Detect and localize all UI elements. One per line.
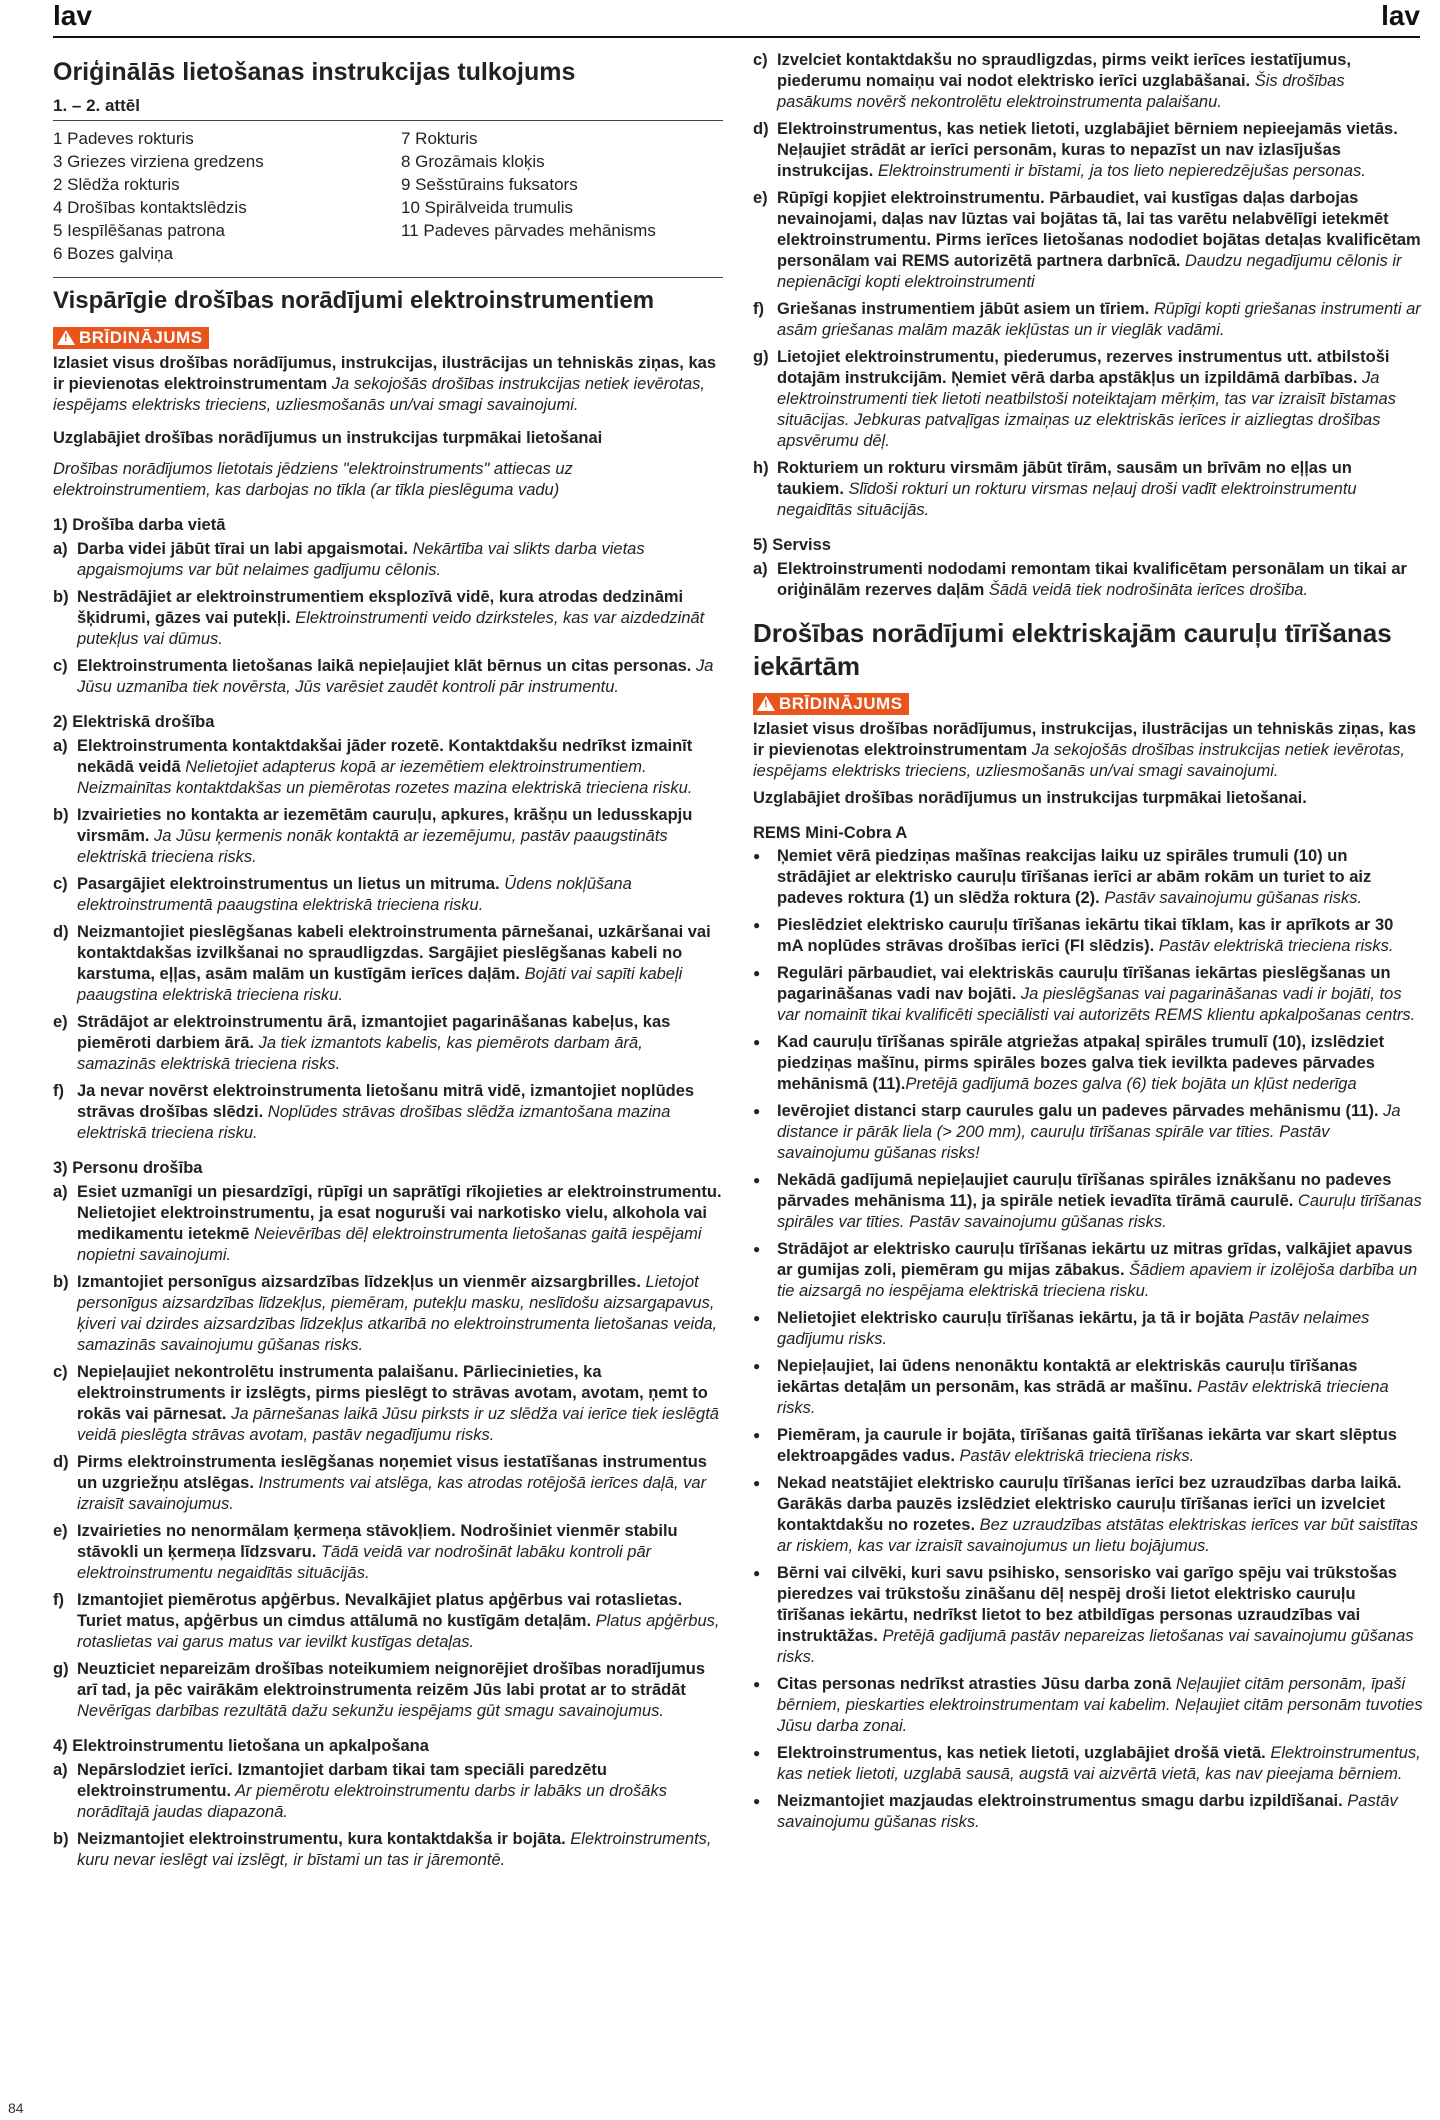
bullet-text — [777, 1743, 1423, 1785]
bullet-icon: ● — [753, 1566, 761, 1580]
bullet-italic: Pastāv elektriskā trieciena risks. — [954, 1447, 1195, 1465]
bullet-italic: Pretējā gadījumā bozes galva (6) tiek bojāta un kļūst nederīga — [905, 1075, 1357, 1093]
item-bold: Elektroinstrumenti nododami remontam tikai kvalificētam personālam un tikai ar oriģinālām rezerves daļām — [777, 560, 1407, 599]
bullet-bold: Piemēram, ja caurule ir bojāta, tīrīšanas gaitā tīrīšanas iekārta var skart slēptus elektroapgādes vadus. — [777, 1426, 1397, 1465]
item-text — [777, 347, 1423, 452]
parts-col-2 — [401, 127, 723, 265]
item-italic: Nekārtība vai slikts darba vietas apgaismojums var būt nelaimes gadījumu cēlonis. — [77, 540, 645, 579]
header-left-lang: lav — [53, 0, 92, 31]
bullet-bold: Nepieļaujiet, lai ūdens nenonāktu kontaktā ar elektriskās cauruļu tīrīšanas iekārtas detaļām un personām, kas strādā ar mašīnu. — [777, 1357, 1358, 1396]
bullet-icon: ● — [753, 1476, 761, 1490]
section-title: 3) Personu drošība — [53, 1159, 203, 1177]
item-text — [77, 1182, 723, 1266]
bullet-italic: Neļaujiet citām personām, īpaši bērniem, pieskarties elektroinstrumentam vai kabelim. Neļaujiet citām personām tuvoties Jūsu darba zonai. — [777, 1675, 1423, 1735]
warning-badge — [753, 693, 909, 715]
instruction-item — [53, 736, 723, 799]
instruction-item — [53, 1272, 723, 1356]
item-label: b) — [53, 1273, 69, 1291]
bullet-bold: Ievērojiet distanci starp caurules galu un padeves pārvades mehānismu (11). — [777, 1102, 1379, 1120]
instruction-item — [53, 874, 723, 916]
item-bold: Neuzticiet nepareizām drošības noteikumiem neignorējiet drošības noradījumus arī tad, ja pēc vairākām elektroinstrumenta reizēm Jūs labi protat ar to strādāt — [77, 1660, 706, 1699]
bullet-item — [753, 915, 1423, 957]
header-right-lang: lav — [1381, 0, 1420, 31]
item-italic: Elektroinstrumenti veido dzirksteles, kas var aizdedzināt putekļus vai dūmus. — [77, 609, 705, 648]
instruction-item — [53, 805, 723, 868]
intro-bold: Izlasiet visus drošības norādījumus, instrukcijas, ilustrācijas un tehniskās ziņas, kas ir pievienotas elektroinstrumentam — [753, 720, 1417, 759]
bullet-icon: ● — [753, 1104, 761, 1118]
item-bold: Neizmantojiet elektroinstrumentu, kura kontaktdakša ir bojāta. — [77, 1830, 566, 1848]
instruction-item — [53, 1012, 723, 1075]
bullet-italic: Pastāv elektriskā trieciena risks. — [1154, 937, 1394, 955]
bullet-icon: ● — [753, 918, 761, 932]
part-item: 1 Padeves rokturis — [53, 129, 194, 148]
instruction-item — [53, 1659, 723, 1722]
item-text — [77, 922, 723, 1006]
item-label: g) — [753, 348, 769, 366]
service-items — [753, 559, 1423, 601]
bullet-bold: Neizmantojiet mazjaudas elektroinstrumentus smagu darbu izpildīšanai. — [777, 1792, 1343, 1810]
bullet-bold: Ņemiet vērā piedziņas mašīnas reakcijas laiku uz spirāles trumuli (10) un strādājiet ar elektrisko cauruļu tīrīšanas ierīci ar abām rokām un turiet to aiz padeves roktura (1) un slēdža roktura (2). — [777, 847, 1372, 907]
item-bold: Pirms elektroinstrumenta ieslēgšanas noņemiet visus iestatīšanas instrumentus un uzgriežņu atslēgas. — [77, 1453, 707, 1492]
bullet-italic: Pastāv savainojumu gūšanas risks. — [1099, 889, 1363, 907]
part-item: 8 Grozāmais kloķis — [401, 152, 545, 171]
bullet-bold: Nekad neatstājiet elektrisko cauruļu tīrīšanas ierīci bez uzraudzības darba laikā. Garākās darba pauzēs izslēdziet elektrisko cauruļu tīrīšanas ierīci un izvelciet kontaktdakšu no rozetes. — [777, 1474, 1402, 1534]
item-text — [777, 119, 1423, 182]
item-bold: Rokturiem un rokturu virsmām jābūt tīrām, sausām un brīvām no eļļas un taukiem. — [777, 459, 1352, 498]
item-label: g) — [53, 1660, 69, 1678]
bullet-item — [753, 1032, 1423, 1095]
instruction-item — [53, 539, 723, 581]
instruction-item — [53, 587, 723, 650]
bullet-icon: ● — [753, 849, 761, 863]
page-number: 84 — [8, 2100, 24, 2116]
bullet-item — [753, 1308, 1423, 1350]
item-italic: Neievērības dēļ elektroinstrumenta lietošanas gaitā iespējami nopietni savainojumi. — [77, 1225, 702, 1264]
bullet-text — [777, 1101, 1423, 1164]
item-text — [77, 1590, 723, 1653]
item-label: f) — [753, 300, 764, 318]
instruction-item — [53, 1760, 723, 1823]
item-bold: Lietojiet elektroinstrumentu, piederumus, rezerves instrumentus utt. atbilstoši dotajām instrukcijām. Ņemiet vērā darba apstākļus un izpildāmā darbības. — [777, 348, 1390, 387]
bullet-italic: Elektroinstrumentus, kas netiek lietoti, uzglabā sausā, augstā vai aizvērtā vietā, kas nav pieejama bērniem. — [777, 1744, 1421, 1783]
instruction-item — [753, 458, 1423, 521]
item-text — [77, 539, 723, 581]
bullet-icon: ● — [753, 1035, 761, 1049]
item-label: c) — [53, 875, 68, 893]
instruction-item — [753, 50, 1423, 113]
item-text — [777, 188, 1423, 293]
item-label: d) — [753, 120, 769, 138]
section-title: 4) Elektroinstrumentu lietošana un apkalpošana — [53, 1737, 429, 1755]
item-bold: Neizmantojiet pieslēgšanas kabeli elektroinstrumenta pārnešanai, uzkāršanai vai kontaktdakšas izvilkšanai no spraudligzdas. Sargājiet pieslēgšanas kabeli no karstuma, eļļas, asām malām un kustīgām ierīces daļām. — [77, 923, 711, 983]
bullet-bold: Nekādā gadījumā nepieļaujiet cauruļu tīrīšanas spirāles iznākšanu no padeves pārvades mehānisma 11), ja spirāle netiek ievadīta tīrāmā caurulē. — [777, 1171, 1392, 1210]
bullet-italic: Bez uzraudzības atstātas elektriskas ierīces var būt saistītas ar riskiem, kas var izraisīt savainojumus un lietu bojājumus. — [777, 1516, 1419, 1555]
item-label: f) — [53, 1591, 64, 1609]
intro-bold: Izlasiet visus drošības norādījumus, instrukcijas, ilustrācijas un tehniskās ziņas, kas ir pievienotas elektroinstrumentam — [53, 354, 717, 393]
bullet-italic: Pretējā gadījumā pastāv nepareizas lietošanas vai savainojumu gūšanas risks. — [777, 1627, 1414, 1666]
item-text — [777, 458, 1423, 521]
warning-label: BRĪDINĀJUMS — [79, 328, 203, 347]
item-italic: Daudzu negadījumu cēlonis ir nepienācīgi kopti elektroinstrumenti — [777, 252, 1402, 291]
item-italic: Ar piemērotu elektroinstrumentu darbs ir labāks un drošāks norādītajā jaudas diapazonā. — [77, 1782, 667, 1821]
item-label: c) — [53, 1363, 68, 1381]
item-bold: Elektroinstrumentus, kas netiek lietoti, uzglabājiet bērniem nepieejamās vietās. Neļaujiet strādāt ar ierīci personām, kuras to nepazīst un nav izlasījušas instrukcijas. — [777, 120, 1398, 180]
bullet-bold: Pieslēdziet elektrisko cauruļu tīrīšanas iekārtu tikai tīklam, kas ir aprīkots ar 30 mA noplūdes strāvas drošības ierīci (FI slēdzis). — [777, 916, 1394, 955]
part-item: 4 Drošības kontaktslēdzis — [53, 198, 247, 217]
right-items-cont — [753, 50, 1423, 521]
figure-ref: 1. – 2. attēl — [53, 96, 140, 115]
bullet-italic: Cauruļu tīrīšanas spirāles var tīties. Pastāv savainojumu gūšanas risks. — [777, 1192, 1422, 1231]
bullet-text — [777, 1674, 1423, 1737]
bullet-bold: Kad cauruļu tīrīšanas spirāle atgriežas atpakaļ spirāles trumulī (10), izslēdziet piedziņas mašīnu, pirms spirāles bozes galva tiek ievilkta padeves pārvades mehānismā (11). — [777, 1033, 1385, 1093]
item-bold: Ja nevar novērst elektroinstrumenta lietošanu mitrā vidē, izmantojiet noplūdes strāvas drošības slēdzi. — [77, 1082, 695, 1121]
item-label: b) — [53, 806, 69, 824]
bullet-item — [753, 846, 1423, 909]
bullet-text — [777, 1032, 1423, 1095]
item-bold: Izvelciet kontaktdakšu no spraudligzdas, pirms veikt ierīces iestatījumus, piederumu nomaiņu vai nodot elektrisko ierīci uzglabāšanai. — [777, 51, 1352, 90]
item-bold: Griešanas instrumentiem jābūt asiem un tīriem. — [777, 300, 1150, 318]
item-text — [77, 1012, 723, 1075]
bullet-text — [777, 1791, 1423, 1833]
item-italic: Elektroinstruments, kuru nevar ieslēgt vai izslēgt, ir bīstami un tas ir jāremontē. — [77, 1830, 712, 1869]
bullet-italic: Pastāv savainojumu gūšanas risks. — [777, 1792, 1398, 1831]
bullet-item — [753, 1743, 1423, 1785]
bullet-bold: Citas personas nedrīkst atrasties Jūsu darba zonā — [777, 1675, 1172, 1693]
bullet-icon: ● — [753, 1242, 761, 1256]
instruction-item — [53, 1590, 723, 1653]
bullet-item — [753, 1101, 1423, 1164]
item-italic: Ja pārnešanas laikā Jūsu pirksts ir uz slēdža vai ierīce tiek ieslēgtā veidā pieslēgta strāvas avotam, pastāv negadījumu risks. — [77, 1405, 719, 1444]
part-item: 3 Griezes virziena gredzens — [53, 152, 264, 171]
instruction-item — [753, 119, 1423, 182]
left-sections — [53, 515, 723, 1871]
bullet-item — [753, 1356, 1423, 1419]
part-item: 9 Sešstūrains fuksators — [401, 175, 578, 194]
bullet-bold: Elektroinstrumentus, kas netiek lietoti, uzglabājiet drošā vietā. — [777, 1744, 1266, 1762]
item-bold: Elektroinstrumenta lietošanas laikā nepieļaujiet klāt bērnus un citas personas. — [77, 657, 692, 675]
bullet-italic: Ja pieslēgšanas vai pagarināšanas vadi ir bojāti, tos var nomainīt tikai kvalificēti speciālisti vai autorizēts REMS klientu apkalpošanas centrs. — [777, 985, 1416, 1024]
part-item: 11 Padeves pārvades mehānisms — [401, 221, 656, 240]
bullet-bold: Regulāri pārbaudiet, vai elektriskās cauruļu tīrīšanas iekārtas pieslēgšanas un pagarināšanas vadi nav bojāti. — [777, 964, 1391, 1003]
item-label: a) — [53, 1761, 68, 1779]
part-item: 6 Bozes galviņa — [53, 244, 174, 263]
item-label: e) — [53, 1013, 68, 1031]
item-label: a) — [753, 560, 768, 578]
right-column — [753, 50, 1423, 1839]
instruction-item — [53, 1829, 723, 1871]
bullet-item — [753, 1563, 1423, 1668]
item-text — [77, 1521, 723, 1584]
divider — [53, 277, 723, 278]
intro-italic: Ja sekojošās drošības instrukcijas netiek ievērotas, iespējams elektrisks trieciens, uzliesmošanās un/vai smagi savainojumi. — [53, 375, 706, 414]
bullet-italic: Šādiem apaviem ir izolējoša darbība un tie aizsargā no iespējama elektriskā trieciena risku. — [777, 1261, 1418, 1300]
model-name: REMS Mini-Cobra A — [753, 824, 908, 842]
item-bold: Izmantojiet piemērotus apģērbus. Nevalkājiet platus apģērbus vai rotaslietas. Turiet matus, apģērbus un cimdus attālumā no kustīgām detaļām. — [77, 1591, 683, 1630]
item-italic: Ja Jūsu ķermenis nonāk kontaktā ar iezemējumu, pastāv paaugstināts elektriskā trieciena risks. — [77, 827, 668, 866]
bullet-item — [753, 963, 1423, 1026]
item-bold: Izvairieties no kontakta ar iezemētām cauruļu, apkures, krāšņu un ledusskapju virsmām. — [77, 806, 693, 845]
item-italic: Bojāti vai sapīti kabeļi paaugstina elektriskā trieciena risku. — [77, 965, 683, 1004]
item-text — [77, 1272, 723, 1356]
part-item: 5 Iespīlēšanas patrona — [53, 221, 226, 240]
bullet-bold: Bērni vai cilvēki, kuri savu psihisko, sensorisko vai garīgo spēju vai trūkstošas pieredzes vai trūkstošu zināšanu dēļ nespēj droši lietot elektrisko cauruļu tīrīšanas iekārtu, nedrīkst lietot to bez atbildīgas personas uzraudzības vai instruktāžas. — [777, 1564, 1397, 1645]
general-safety-title: Vispārīgie drošības norādījumi elektroinstrumentiem — [53, 287, 655, 314]
item-bold: Darba videi jābūt tīrai un labi apgaismotai. — [77, 540, 408, 558]
pipe-cleaner-title: Drošības norādījumi elektriskajām cauruļu tīrīšanas iekārtām — [753, 618, 1392, 681]
item-bold: Esiet uzmanīgi un piesardzīgi, rūpīgi un saprātīgi rīkojieties ar elektroinstrumentu. Nelietojiet elektroinstrumentu, ja esat noguruši vai narkotisko vielu, alkohola vai medikamentu ietekmē — [77, 1183, 722, 1243]
left-column — [53, 50, 723, 1877]
item-text — [77, 1452, 723, 1515]
item-italic: Lietojot personīgus aizsardzības līdzekļus, piemēram, putekļu masku, neslīdošu aizsargapavus, ķiveri vai dzirdes aizsardzības līdzekļus atkarībā no elektroinstrumenta lietošanas veida, samazinās savainojumu gūšanas risks. — [77, 1273, 718, 1354]
item-label: d) — [53, 923, 69, 941]
item-italic: Noplūdes strāvas drošības slēdža izmantošana mazina elektriskā trieciena risku. — [77, 1103, 671, 1142]
bullet-item — [753, 1791, 1423, 1833]
item-label: e) — [753, 189, 768, 207]
bullet-icon: ● — [753, 1677, 761, 1691]
item-label: d) — [53, 1453, 69, 1471]
part-item: 2 Slēdža rokturis — [53, 175, 180, 194]
item-italic: Rūpīgi kopti griešanas instrumenti ar asām griešanas malām mazāk iekļūstas un ir vieglāk vadāmi. — [777, 300, 1421, 339]
item-bold: Pasargājiet elektroinstrumentus un lietus un mitruma. — [77, 875, 500, 893]
bullet-icon: ● — [753, 1311, 761, 1325]
item-label: c) — [753, 51, 768, 69]
bullet-text — [777, 963, 1423, 1026]
item-label: a) — [53, 540, 68, 558]
bullet-text — [777, 1308, 1423, 1350]
instruction-item — [53, 1362, 723, 1446]
parts-col-1 — [53, 127, 401, 265]
bullet-icon: ● — [753, 1428, 761, 1442]
item-italic: Ūdens nokļūšana elektroinstrumentā paaugstina elektriskā trieciena risku. — [77, 875, 632, 914]
item-italic: Tādā veidā var nodrošināt labāku kontroli pār elektroinstrumentu negaidītās situācijās. — [77, 1543, 652, 1582]
item-label: b) — [53, 588, 69, 606]
item-italic: Elektroinstrumenti ir bīstami, ja tos lieto nepieredzējušas personas. — [873, 162, 1366, 180]
bullet-item — [753, 1239, 1423, 1302]
bullet-item — [753, 1473, 1423, 1557]
item-text — [77, 736, 723, 799]
section-items — [53, 539, 723, 698]
warning-label: BRĪDINĀJUMS — [779, 694, 903, 713]
bullet-list — [753, 846, 1423, 1833]
item-text — [777, 299, 1423, 341]
bullet-italic: Ja distance ir pārāk liela (> 200 mm), cauruļu tīrīšanas spirāle var tīties. Pastāv savainojumu gūšanas risks! — [777, 1102, 1401, 1162]
part-item: 7 Rokturis — [401, 129, 478, 148]
bullet-item — [753, 1425, 1423, 1467]
item-label: b) — [53, 1830, 69, 1848]
item-text — [77, 1081, 723, 1144]
item-italic: Ja tiek izmantots kabelis, kas piemērots darbam ārā, samazinās elektriskā trieciena risks. — [77, 1034, 643, 1073]
intro-italic: Ja sekojošās drošības instrukcijas netiek ievērotas, iespējams elektrisks trieciens, uzliesmošanās un/vai smagi savainojumi. — [753, 741, 1406, 780]
section-title: 2) Elektriskā drošība — [53, 713, 215, 731]
item-text — [777, 559, 1423, 601]
section-title: 1) Drošība darba vietā — [53, 516, 226, 534]
keep-instructions: Uzglabājiet drošības norādījumus un instrukcijas turpmākai lietošanai — [53, 429, 603, 447]
item-text — [77, 1659, 723, 1722]
item-bold: Izvairieties no nenormālam ķermeņa stāvokļiem. Nodrošiniet vienmēr stabilu stāvokli un ķermeņa līdzsvaru. — [77, 1522, 678, 1561]
item-label: h) — [753, 459, 769, 477]
section-items — [53, 736, 723, 1144]
keep-instructions: Uzglabājiet drošības norādījumus un instrukcijas turpmākai lietošanai. — [753, 789, 1307, 807]
instruction-item — [53, 1081, 723, 1144]
bullet-text — [777, 1239, 1423, 1302]
intro-paragraph — [53, 353, 723, 416]
bullet-text — [777, 1425, 1423, 1467]
item-italic: Ja elektroinstrumenti tiek lietoti neatbilstoši noteiktajam mērķim, tas var izraisīt bīstamas situācijas. Jebkuras patvaļīgas izmaiņas uz elektriskās ierīces ir aizliegtas drošības apsvērumu dēļ. — [777, 369, 1396, 450]
item-text — [777, 50, 1423, 113]
instruction-item — [753, 299, 1423, 341]
instruction-item — [753, 559, 1423, 601]
bullet-icon: ● — [753, 966, 761, 980]
bullet-icon: ● — [753, 1794, 761, 1808]
instruction-item — [753, 347, 1423, 452]
warning-icon: ! — [757, 696, 775, 711]
item-bold: Elektroinstrumenta kontaktdakšai jāder rozetē. Kontaktdakšu nedrīkst izmainīt nekādā veidā — [77, 737, 693, 776]
warning-badge — [53, 327, 209, 349]
item-label: e) — [53, 1522, 68, 1540]
bullet-italic: Pastāv elektriskā trieciena risks. — [777, 1378, 1389, 1417]
item-bold: Nestrādājiet ar elektroinstrumentiem eksplozīvā vidē, kura atrodas dedzināmi šķidrumi, gāzes vai putekļi. — [77, 588, 684, 627]
bullet-icon: ● — [753, 1746, 761, 1760]
bullet-text — [777, 1563, 1423, 1668]
bullet-item — [753, 1170, 1423, 1233]
item-italic: Platus apģērbus, rotaslietas vai garus matus var ievilkt kustīgas detaļas. — [77, 1612, 720, 1651]
bullet-italic: Pastāv nelaimes gadījumu risks. — [777, 1309, 1370, 1348]
item-text — [77, 587, 723, 650]
section-items — [53, 1182, 723, 1722]
bullet-item — [753, 1674, 1423, 1737]
bullet-bold: Nelietojiet elektrisko cauruļu tīrīšanas iekārtu, ja tā ir bojāta — [777, 1309, 1244, 1327]
bullet-text — [777, 1170, 1423, 1233]
item-text — [77, 1362, 723, 1446]
item-label: c) — [53, 657, 68, 675]
item-text — [77, 656, 723, 698]
item-bold: Nepārslodziet ierīci. Izmantojiet darbam tikai tam speciāli paredzētu elektroinstrumentu. — [77, 1761, 607, 1800]
parts-list — [53, 127, 723, 265]
item-text — [77, 1829, 723, 1871]
bullet-text — [777, 1473, 1423, 1557]
bullet-icon: ● — [753, 1359, 761, 1373]
warning-icon: ! — [57, 330, 75, 345]
header-rule — [53, 36, 1420, 38]
intro-paragraph — [753, 719, 1423, 782]
item-italic: Nevērīgas darbības rezultātā dažu sekunžu iespējams gūt smagu savainojumus. — [77, 1702, 664, 1720]
instruction-item — [53, 1521, 723, 1584]
item-text — [77, 1760, 723, 1823]
item-italic: Ja Jūsu uzmanība tiek novērsta, Jūs varēsiet zaudēt kontroli pār instrumentu. — [77, 657, 714, 696]
instruction-item — [753, 188, 1423, 293]
item-italic: Nelietojiet adapterus kopā ar iezemētiem elektroinstrumentiem. Neizmainītas kontaktdakšas un piemērotas rozetes mazina elektriskā trieciena risku. — [77, 758, 693, 797]
item-label: f) — [53, 1082, 64, 1100]
service-title: 5) Serviss — [753, 536, 831, 554]
page-title: Oriģinālās lietošanas instrukcijas tulkojums — [53, 58, 576, 86]
item-bold: Strādājot ar elektroinstrumentu ārā, izmantojiet pagarināšanas kabeļus, kas piemēroti darbiem ārā. — [77, 1013, 671, 1052]
term-note: Drošības norādījumos lietotais jēdziens "elektroinstruments" attiecas uz elektroinstrumentiem, kas darbojas no tīkla (ar tīkla pieslēguma vadu) — [53, 460, 573, 499]
item-bold: Rūpīgi kopjiet elektroinstrumentu. Pārbaudiet, vai kustīgas daļas darbojas nevainojami, daļas nav lūztas vai bojātas tā, lai tas varētu nelabvēlīgi ietekmēt elektroinstrumentu. Pirms ierīces lietošanas nododiet bojātas detaļas kvalificētam personālam vai REMS autorizētā partnera darbnīcā. — [777, 189, 1421, 270]
divider — [53, 120, 723, 121]
bullet-text — [777, 1356, 1423, 1419]
item-label: a) — [53, 1183, 68, 1201]
item-bold: Nepieļaujiet nekontrolētu instrumenta palaišanu. Pārliecinieties, ka elektroinstruments ir izslēgts, pirms pieslēgt to strāvas avotam, avotam, ņemt to rokās vai pārnesat. — [77, 1363, 708, 1423]
item-bold: Izmantojiet personīgus aizsardzības līdzekļus un vienmēr aizsargbrilles. — [77, 1273, 641, 1291]
item-italic: Slīdoši rokturi un rokturu virsmas neļauj droši vadīt elektroinstrumentu negaidītās situācijās. — [777, 480, 1357, 519]
item-label: a) — [53, 737, 68, 755]
bullet-icon: ● — [753, 1173, 761, 1187]
bullet-text — [777, 846, 1423, 909]
item-text — [77, 874, 723, 916]
instruction-item — [53, 1452, 723, 1515]
section-items — [53, 1760, 723, 1871]
instruction-item — [53, 656, 723, 698]
item-italic: Instruments vai atslēga, kas atrodas rotējošā ierīces daļā, var izraisīt savainojumus. — [77, 1474, 707, 1513]
item-text — [77, 805, 723, 868]
bullet-text — [777, 915, 1423, 957]
item-italic: Šis drošības pasākums novērš nekontrolētu elektroinstrumenta palaišanu. — [777, 72, 1345, 111]
part-item: 10 Spirālveida trumulis — [401, 198, 573, 217]
item-italic: Šādā veidā tiek nodrošināta ierīces drošība. — [984, 581, 1309, 599]
instruction-item — [53, 922, 723, 1006]
bullet-bold: Strādājot ar elektrisko cauruļu tīrīšanas iekārtu uz mitras grīdas, valkājiet apavus ar gumijas zoli, piemēram gu mijas zābakus. — [777, 1240, 1413, 1279]
instruction-item — [53, 1182, 723, 1266]
